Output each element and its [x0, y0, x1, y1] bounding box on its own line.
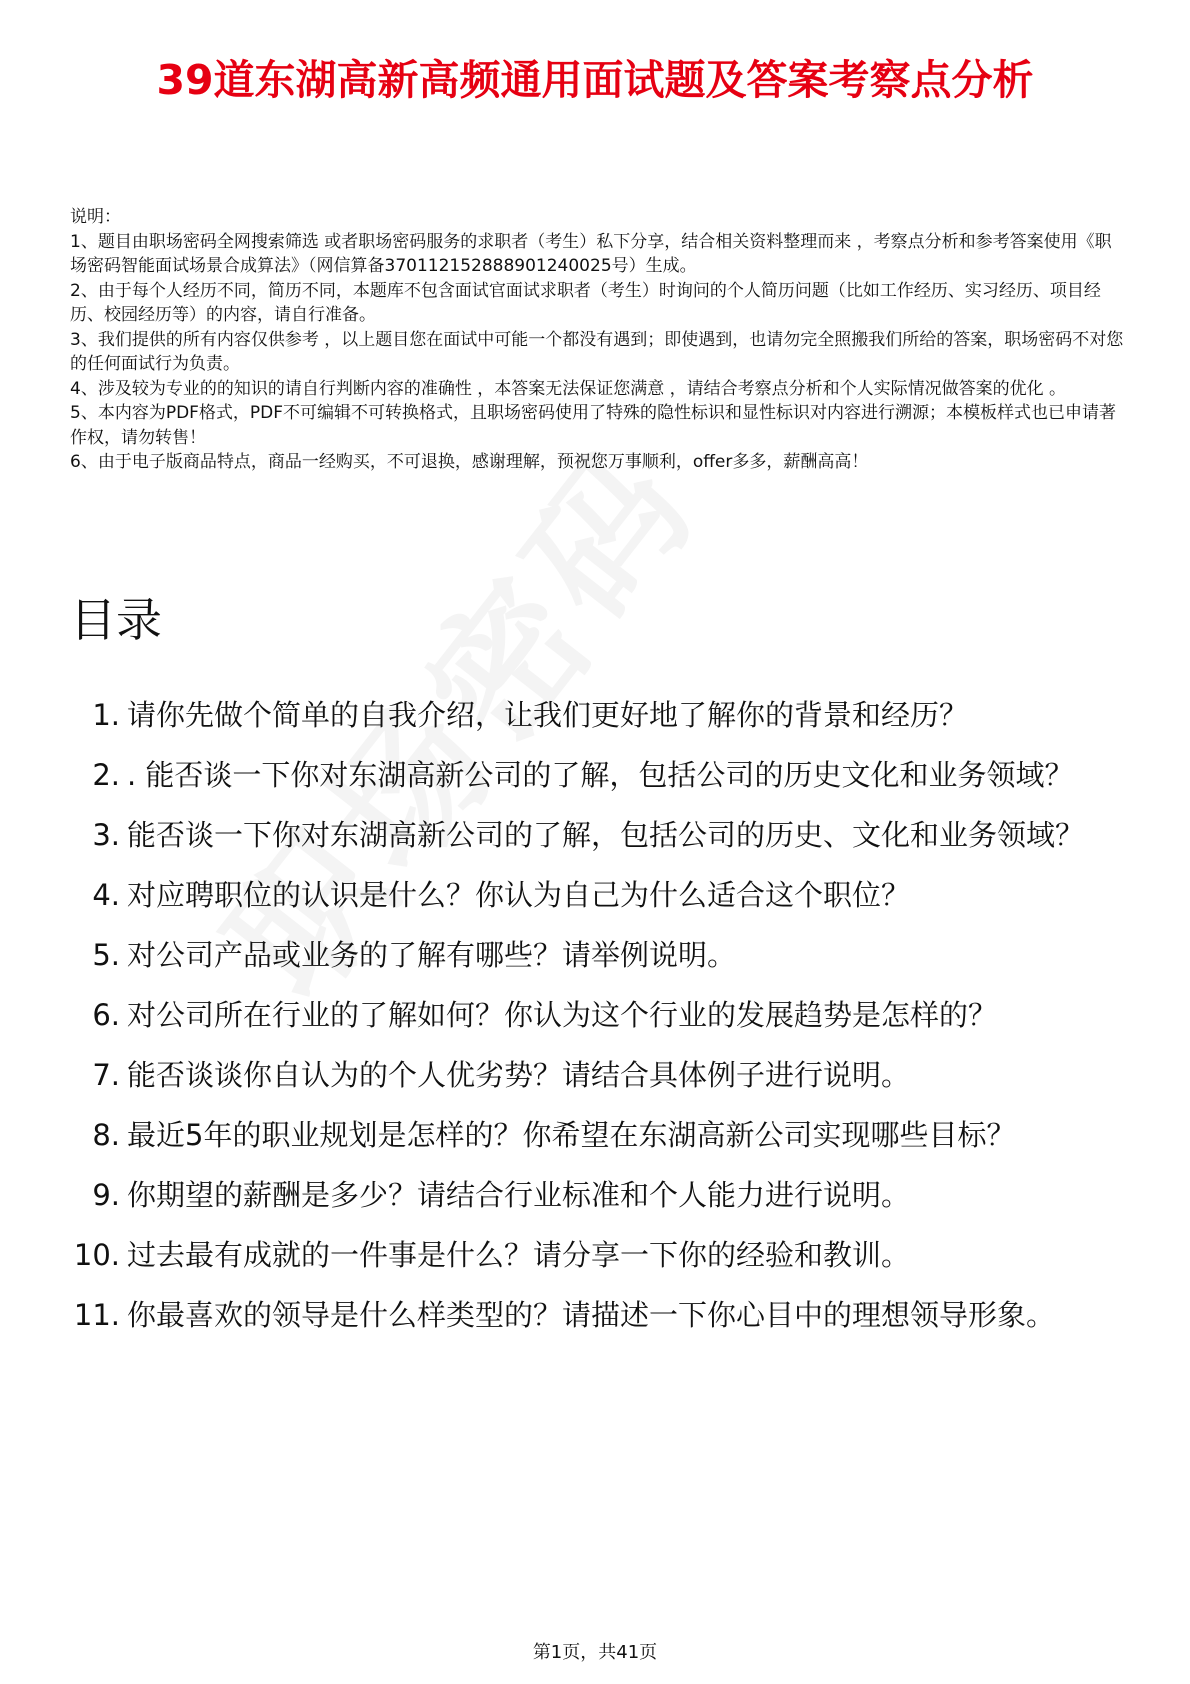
- toc-item-number: 10.: [73, 1238, 120, 1272]
- toc-item-text: 对公司所在行业的了解如何？你认为这个行业的发展趋势是怎样的？: [127, 998, 998, 1032]
- toc-item[interactable]: [70, 875, 1130, 916]
- table-of-contents: [70, 695, 1130, 1355]
- toc-item[interactable]: [70, 995, 1130, 1036]
- toc-item-number: 3.: [92, 818, 120, 852]
- note-item: 3、我们提供的所有内容仅供参考 ，以上题目您在面试中可能一个都没有遇到；即使遇到，也请勿完全照搬我们所给的答案，职场密码不对您的任何面试行为负责。: [70, 329, 1124, 374]
- page-footer: 第1页，共41页: [532, 1642, 658, 1663]
- document-title: 39道东湖高新高频通用面试题及答案考察点分析: [156, 56, 1034, 104]
- toc-item-number: 5.: [92, 938, 120, 972]
- toc-item-text: 最近5年的职业规划是怎样的？你希望在东湖高新公司实现哪些目标？: [127, 1118, 1016, 1152]
- disclaimer-notes: [70, 205, 1125, 475]
- notes-heading: 说明：: [70, 207, 121, 227]
- toc-item[interactable]: [70, 1175, 1130, 1216]
- toc-item[interactable]: [70, 1235, 1130, 1276]
- note-item: 5、本内容为PDF格式，PDF不可编辑不可转换格式，且职场密码使用了特殊的隐性标识和显性标识对内容进行溯源；本模板样式也已申请著作权，请勿转售！: [70, 403, 1117, 448]
- toc-item-number: 4.: [92, 878, 120, 912]
- toc-item[interactable]: [70, 1295, 1130, 1336]
- toc-item-text: 请你先做个简单的自我介绍，让我们更好地了解你的背景和经历？: [127, 698, 969, 732]
- note-item: 2、由于每个人经历不同，简历不同，本题库不包含面试官面试求职者（考生）时询问的个人简历问题（比如工作经历、实习经历、项目经历、校园经历等）的内容，请自行准备。: [70, 280, 1101, 325]
- toc-item-number: 9.: [92, 1178, 120, 1212]
- note-item: 6、由于电子版商品特点，商品一经购买，不可退换，感谢理解，预祝您万事顺利，offer多多，薪酬高高！: [70, 452, 869, 472]
- toc-heading: 目录: [70, 593, 162, 647]
- toc-item-number: 7.: [92, 1058, 120, 1092]
- toc-item[interactable]: [70, 1055, 1130, 1096]
- toc-item-number: 11.: [73, 1298, 120, 1332]
- toc-item-text: 过去最有成就的一件事是什么？请分享一下你的经验和教训。: [127, 1238, 911, 1272]
- toc-item[interactable]: [70, 815, 1130, 856]
- toc-item-text: 你最喜欢的领导是什么样类型的？请描述一下你心目中的理想领导形象。: [127, 1298, 1056, 1332]
- toc-item[interactable]: [70, 1115, 1130, 1156]
- toc-item-text: 你期望的薪酬是多少？请结合行业标准和个人能力进行说明。: [127, 1178, 911, 1212]
- toc-item-number: 2.: [92, 758, 120, 792]
- toc-item-text: 对应聘职位的认识是什么？你认为自己为什么适合这个职位？: [127, 878, 911, 912]
- toc-item-text: 能否谈一下你对东湖高新公司的了解，包括公司的历史、文化和业务领域？: [127, 818, 1085, 852]
- toc-item-number: 1.: [92, 698, 120, 732]
- toc-item-text: 能否谈谈你自认为的个人优劣势？请结合具体例子进行说明。: [127, 1058, 911, 1092]
- toc-item-number: 6.: [92, 998, 120, 1032]
- toc-item-number: 8.: [92, 1118, 120, 1152]
- note-item: 1、题目由职场密码全网搜索筛选 或者职场密码服务的求职者（考生）私下分享，结合相关资料整理而来 ，考察点分析和参考答案使用《职场密码智能面试场景合成算法》（网信算备370112152888901240025号）生成。: [70, 231, 1112, 276]
- toc-item[interactable]: [70, 935, 1130, 976]
- toc-item-text: . 能否谈一下你对东湖高新公司的了解，包括公司的历史文化和业务领域？: [127, 758, 1074, 792]
- note-item: 4、涉及较为专业的的知识的请自行判断内容的准确性 ，本答案无法保证您满意 ，请结合考察点分析和个人实际情况做答案的优化 。: [70, 378, 1067, 399]
- toc-item[interactable]: [70, 755, 1130, 796]
- toc-item[interactable]: [70, 695, 1130, 736]
- toc-item-text: 对公司产品或业务的了解有哪些？请举例说明。: [127, 938, 737, 972]
